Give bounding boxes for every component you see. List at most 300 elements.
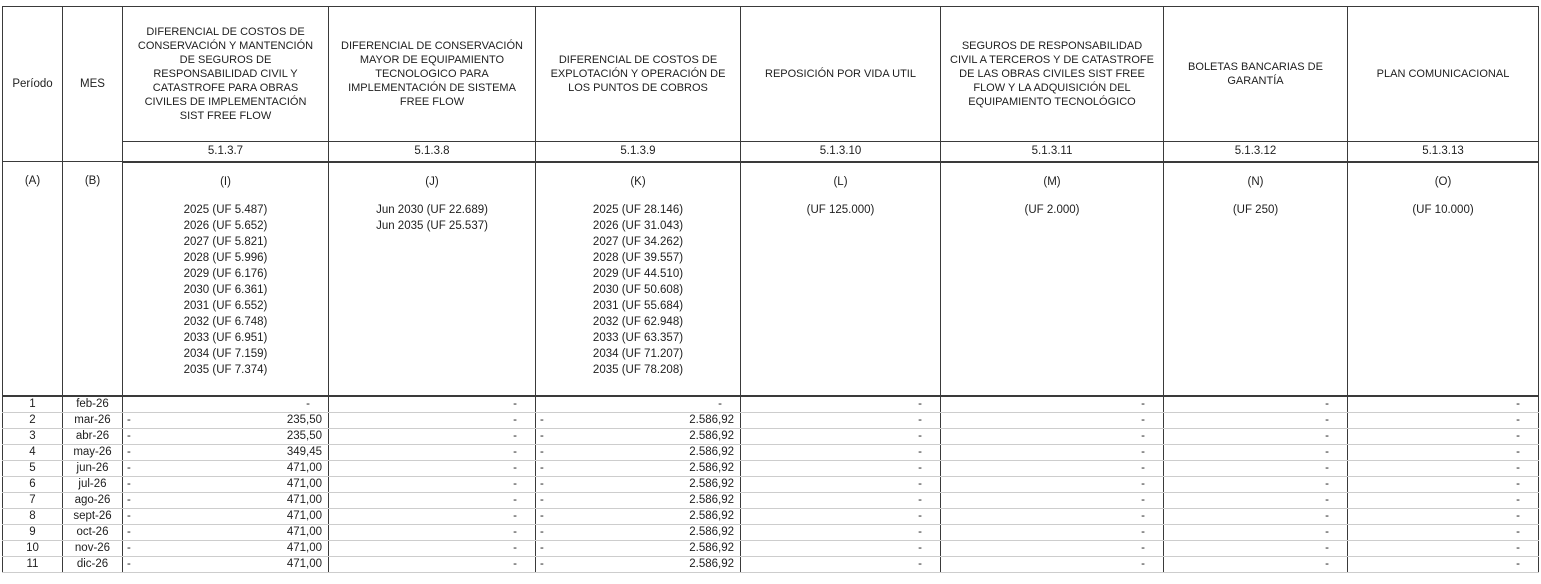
minus-sign: -	[540, 445, 544, 458]
column-letter: (B)	[84, 175, 101, 187]
cell-periodo[interactable]: 1	[3, 396, 63, 413]
cell-value[interactable]	[536, 412, 741, 428]
header-cell-col-n[interactable]: BOLETAS BANCARIAS DE GARANTÍA	[1164, 7, 1348, 142]
zero-dash: -	[918, 541, 922, 554]
cell-periodo[interactable]: 9	[3, 524, 63, 540]
uf-note-line: 2033 (UF 63.357)	[592, 331, 684, 344]
zero-dash: -	[1325, 493, 1329, 506]
cell-value[interactable]	[741, 396, 941, 413]
header-cell-col-i[interactable]: DIFERENCIAL DE COSTOS DE CONSERVACIÓN Y MANTENCIÓN DE SEGUROS DE RESPONSABILIDAD CIVIL Y CATASTROFE PARA OBRAS CIVILES DE IMPLEMENTACIÓN SIST FREE FLOW	[123, 7, 329, 142]
negative-amount	[536, 461, 740, 476]
uf-note-line: 2032 (UF 62.948)	[592, 315, 684, 328]
amount: 2.586,92	[689, 413, 734, 426]
zero-dash: -	[1141, 493, 1145, 506]
cell-value[interactable]	[329, 540, 536, 556]
code-cell[interactable]: 5.1.3.10	[741, 142, 941, 162]
cell-value[interactable]	[1348, 476, 1539, 492]
column-letter: (I)	[220, 175, 231, 188]
cell-value[interactable]	[123, 396, 329, 413]
column-letter: (A)	[24, 175, 41, 187]
letters-row	[3, 162, 1539, 396]
amount: 2.586,92	[689, 525, 734, 538]
zero-dash: -	[1516, 493, 1520, 506]
zero-dash: -	[1516, 413, 1520, 426]
cell-value[interactable]	[1164, 508, 1348, 524]
header-cell-col-l[interactable]: REPOSICIÓN POR VIDA UTIL	[741, 7, 941, 142]
zero-dash: -	[513, 557, 517, 570]
zero-dash: -	[1516, 557, 1520, 570]
negative-amount	[536, 557, 740, 572]
cell-value[interactable]	[329, 428, 536, 444]
cell-value[interactable]	[536, 460, 741, 476]
code-cell[interactable]: 5.1.3.7	[123, 142, 329, 162]
uf-note-line: (UF 125.000)	[806, 203, 875, 216]
minus-sign: -	[127, 525, 131, 538]
cell-value[interactable]	[329, 444, 536, 460]
code-cell[interactable]: 5.1.3.11	[941, 142, 1164, 162]
zero-dash: -	[1325, 445, 1329, 458]
amount: 471,00	[286, 461, 322, 474]
header-cell-col-o[interactable]: PLAN COMUNICACIONAL	[1348, 7, 1539, 142]
zero-dash: -	[1516, 541, 1520, 554]
column-letter: (L)	[833, 175, 848, 188]
amount: 2.586,92	[689, 493, 734, 506]
zero-dash: -	[513, 397, 517, 410]
cell-value[interactable]	[329, 492, 536, 508]
uf-note-line: 2032 (UF 6.748)	[183, 315, 268, 328]
negative-amount	[536, 493, 740, 508]
cell-value[interactable]	[741, 508, 941, 524]
minus-sign: -	[540, 509, 544, 522]
column-letter: (K)	[630, 175, 646, 188]
zero-dash: -	[513, 541, 517, 554]
zero-dash: -	[513, 445, 517, 458]
minus-sign: -	[127, 493, 131, 506]
column-letter: (N)	[1247, 175, 1264, 188]
uf-note-line: Jun 2035 (UF 25.537)	[376, 219, 488, 232]
uf-notes	[741, 202, 940, 218]
minus-sign: -	[540, 541, 544, 554]
letter-cell-m[interactable]	[941, 162, 1164, 396]
zero-dash: -	[918, 461, 922, 474]
minus-sign: -	[540, 477, 544, 490]
cell-periodo[interactable]: 2	[3, 412, 63, 428]
table-row	[3, 508, 1539, 524]
zero-dash: -	[1141, 509, 1145, 522]
cell-value[interactable]	[741, 428, 941, 444]
minus-sign: -	[127, 429, 131, 442]
table-row	[3, 444, 1539, 460]
amount: 471,00	[286, 541, 322, 554]
cell-value[interactable]	[536, 428, 741, 444]
zero-dash: -	[1141, 525, 1145, 538]
cell-mes[interactable]: oct-26	[63, 524, 123, 540]
zero-dash: -	[1516, 509, 1520, 522]
table-row	[3, 556, 1539, 572]
minus-sign: -	[540, 493, 544, 506]
uf-note-line: 2031 (UF 55.684)	[592, 299, 684, 312]
uf-notes	[1348, 202, 1538, 218]
letter-cell-a[interactable]	[3, 162, 63, 396]
zero-dash: -	[1141, 477, 1145, 490]
cell-value[interactable]	[1348, 492, 1539, 508]
negative-amount	[123, 461, 328, 476]
cell-mes[interactable]: abr-26	[63, 428, 123, 444]
cell-value[interactable]	[123, 556, 329, 572]
cell-periodo[interactable]: 10	[3, 540, 63, 556]
cell-value[interactable]	[941, 524, 1164, 540]
cell-value[interactable]	[536, 556, 741, 572]
uf-note-line: 2025 (UF 5.487)	[183, 203, 268, 216]
cell-value[interactable]	[329, 556, 536, 572]
table-row	[3, 476, 1539, 492]
negative-amount	[536, 429, 740, 444]
uf-notes	[329, 202, 535, 234]
cell-value[interactable]	[536, 540, 741, 556]
table-row	[3, 492, 1539, 508]
header-cell-col-k[interactable]: DIFERENCIAL DE COSTOS DE EXPLOTACIÓN Y OPERACIÓN DE LOS PUNTOS DE COBROS	[536, 7, 741, 142]
cell-value[interactable]	[941, 444, 1164, 460]
zero-dash: -	[918, 525, 922, 538]
cell-value[interactable]	[536, 492, 741, 508]
uf-note-line: 2026 (UF 5.652)	[183, 219, 268, 232]
cell-value[interactable]	[741, 476, 941, 492]
cell-value[interactable]	[123, 412, 329, 428]
cell-value[interactable]	[1348, 396, 1539, 413]
column-letter: (M)	[1043, 175, 1061, 188]
uf-note-line: (UF 10.000)	[1412, 203, 1474, 216]
amount: 2.586,92	[689, 541, 734, 554]
zero-dash: -	[918, 413, 922, 426]
negative-amount	[123, 477, 328, 492]
zero-dash: -	[1325, 397, 1329, 410]
amount: 235,50	[286, 413, 322, 426]
amount: 2.586,92	[689, 429, 734, 442]
cell-value[interactable]	[1164, 396, 1348, 413]
negative-amount	[536, 525, 740, 540]
cell-value[interactable]	[941, 396, 1164, 413]
cell-value[interactable]	[941, 556, 1164, 572]
cell-mes[interactable]: may-26	[63, 444, 123, 460]
cell-periodo[interactable]: 3	[3, 428, 63, 444]
negative-amount	[536, 509, 740, 524]
zero-dash: -	[1516, 525, 1520, 538]
header-cell-col-m[interactable]: SEGUROS DE RESPONSABILIDAD CIVIL A TERCEROS Y DE CATASTROFE DE LAS OBRAS CIVILES SIST FREE FLOW Y LA ADQUISICIÓN DEL EQUIPAMIENTO TECNOLÓGICO	[941, 7, 1164, 142]
uf-note-line: 2033 (UF 6.951)	[183, 331, 268, 344]
zero-dash: -	[1141, 397, 1145, 410]
cell-value[interactable]	[123, 460, 329, 476]
amount: 2.586,92	[689, 509, 734, 522]
cell-value[interactable]	[1348, 412, 1539, 428]
minus-sign: -	[127, 509, 131, 522]
amount: 2.586,92	[689, 477, 734, 490]
minus-sign: -	[540, 525, 544, 538]
minus-sign: -	[540, 557, 544, 570]
cell-value[interactable]	[536, 444, 741, 460]
cell-periodo[interactable]: 5	[3, 460, 63, 476]
letter-cell-i[interactable]	[123, 162, 329, 396]
cell-value[interactable]	[1164, 492, 1348, 508]
cell-value[interactable]	[1164, 556, 1348, 572]
zero-dash: -	[1325, 541, 1329, 554]
letter-cell-n[interactable]	[1164, 162, 1348, 396]
cell-periodo[interactable]: 8	[3, 508, 63, 524]
cell-mes[interactable]: dic-26	[63, 556, 123, 572]
zero-dash: -	[918, 477, 922, 490]
uf-note-line: 2029 (UF 6.176)	[183, 267, 268, 280]
uf-note-line: (UF 250)	[1232, 203, 1279, 216]
amount: 471,00	[286, 525, 322, 538]
column-letter: (O)	[1434, 175, 1452, 188]
cell-mes[interactable]: nov-26	[63, 540, 123, 556]
cell-value[interactable]	[741, 556, 941, 572]
minus-sign: -	[127, 477, 131, 490]
cell-value[interactable]	[123, 444, 329, 460]
cell-value[interactable]	[1164, 460, 1348, 476]
table-row	[3, 396, 1539, 413]
zero-dash: -	[1516, 477, 1520, 490]
zero-dash: -	[1325, 429, 1329, 442]
cell-value[interactable]	[1348, 556, 1539, 572]
cell-value[interactable]	[1164, 412, 1348, 428]
uf-note-line: 2025 (UF 28.146)	[592, 203, 684, 216]
cell-periodo[interactable]: 6	[3, 476, 63, 492]
uf-note-line: (UF 2.000)	[1024, 203, 1080, 216]
amount: 2.586,92	[689, 557, 734, 570]
cell-value[interactable]	[1348, 428, 1539, 444]
zero-dash: -	[918, 429, 922, 442]
cell-value[interactable]	[941, 476, 1164, 492]
uf-note-line: 2027 (UF 34.262)	[592, 235, 684, 248]
cell-value[interactable]	[329, 508, 536, 524]
uf-notes	[536, 202, 740, 378]
zero-dash: -	[513, 477, 517, 490]
uf-note-line: 2028 (UF 39.557)	[592, 251, 684, 264]
negative-amount	[123, 493, 328, 508]
cell-value[interactable]	[536, 396, 741, 413]
zero-dash: -	[918, 509, 922, 522]
header-row	[3, 7, 1539, 142]
negative-amount	[123, 413, 328, 428]
uf-note-line: 2035 (UF 7.374)	[183, 363, 268, 376]
cell-value[interactable]	[741, 524, 941, 540]
zero-dash: -	[513, 525, 517, 538]
cell-value[interactable]	[123, 508, 329, 524]
zero-dash: -	[306, 397, 310, 410]
code-cell[interactable]: 5.1.3.13	[1348, 142, 1539, 162]
zero-dash: -	[918, 493, 922, 506]
negative-amount	[536, 445, 740, 460]
cell-value[interactable]	[1164, 540, 1348, 556]
cell-value[interactable]	[941, 508, 1164, 524]
cell-periodo[interactable]: 11	[3, 556, 63, 572]
spreadsheet	[2, 6, 1539, 573]
cell-value[interactable]	[123, 428, 329, 444]
amount: 235,50	[286, 429, 322, 442]
cell-value[interactable]	[1348, 460, 1539, 476]
cell-mes[interactable]: jul-26	[63, 476, 123, 492]
negative-amount	[123, 525, 328, 540]
zero-dash: -	[1516, 461, 1520, 474]
minus-sign: -	[540, 429, 544, 442]
zero-dash: -	[1516, 397, 1520, 410]
negative-amount	[536, 413, 740, 428]
table-row	[3, 460, 1539, 476]
minus-sign: -	[127, 557, 131, 570]
cell-value[interactable]	[741, 492, 941, 508]
cell-value[interactable]	[123, 492, 329, 508]
zero-dash: -	[918, 397, 922, 410]
negative-amount	[536, 541, 740, 556]
cell-mes[interactable]: sept-26	[63, 508, 123, 524]
zero-dash: -	[1141, 541, 1145, 554]
minus-sign: -	[127, 541, 131, 554]
cell-periodo[interactable]: 4	[3, 444, 63, 460]
letter-cell-j[interactable]	[329, 162, 536, 396]
letter-cell-l[interactable]	[741, 162, 941, 396]
uf-note-line: 2026 (UF 31.043)	[592, 219, 684, 232]
zero-dash: -	[513, 509, 517, 522]
cell-value[interactable]	[329, 412, 536, 428]
cell-value[interactable]	[123, 540, 329, 556]
column-letter: (J)	[425, 175, 439, 188]
zero-dash: -	[1325, 477, 1329, 490]
zero-dash: -	[1141, 413, 1145, 426]
uf-note-line: 2027 (UF 5.821)	[183, 235, 268, 248]
amount: 2.586,92	[689, 461, 734, 474]
zero-dash: -	[513, 461, 517, 474]
zero-dash: -	[1325, 413, 1329, 426]
cell-value[interactable]	[123, 476, 329, 492]
negative-amount	[123, 557, 328, 572]
cell-value[interactable]	[329, 476, 536, 492]
amount: 471,00	[286, 509, 322, 522]
letter-cell-o[interactable]	[1348, 162, 1539, 396]
negative-amount	[123, 509, 328, 524]
amount: 2.586,92	[689, 445, 734, 458]
zero-dash: -	[513, 493, 517, 506]
table-row	[3, 412, 1539, 428]
cost-differential-table	[2, 6, 1539, 573]
header-cell-periodo[interactable]: Período	[3, 7, 63, 162]
cell-periodo[interactable]: 7	[3, 492, 63, 508]
cell-value[interactable]	[1348, 444, 1539, 460]
negative-amount	[536, 477, 740, 492]
table-row	[3, 428, 1539, 444]
letter-cell-k[interactable]	[536, 162, 741, 396]
code-row	[3, 142, 1539, 162]
uf-note-line: 2029 (UF 44.510)	[592, 267, 684, 280]
zero-dash: -	[1325, 509, 1329, 522]
cell-value[interactable]	[741, 412, 941, 428]
cell-value[interactable]	[329, 396, 536, 413]
code-cell[interactable]: 5.1.3.9	[536, 142, 741, 162]
cell-value[interactable]	[1164, 444, 1348, 460]
amount: 471,00	[286, 557, 322, 570]
zero-dash: -	[513, 413, 517, 426]
cell-value[interactable]	[741, 460, 941, 476]
minus-sign: -	[540, 461, 544, 474]
zero-dash: -	[1141, 557, 1145, 570]
cell-value[interactable]	[1164, 428, 1348, 444]
negative-amount	[123, 429, 328, 444]
cell-value[interactable]	[536, 476, 741, 492]
zero-dash: -	[513, 429, 517, 442]
cell-value[interactable]	[941, 460, 1164, 476]
cell-value[interactable]	[1348, 508, 1539, 524]
cell-value[interactable]	[941, 540, 1164, 556]
uf-note-line: 2034 (UF 71.207)	[592, 347, 684, 360]
header-cell-col-j[interactable]: DIFERENCIAL DE CONSERVACIÓN MAYOR DE EQUIPAMIENTO TECNOLOGICO PARA IMPLEMENTACIÓN DE SISTEMA FREE FLOW	[329, 7, 536, 142]
uf-notes	[123, 202, 328, 378]
amount: 471,00	[286, 493, 322, 506]
zero-dash: -	[1141, 461, 1145, 474]
zero-dash: -	[1516, 445, 1520, 458]
cell-mes[interactable]: jun-26	[63, 460, 123, 476]
data-rows	[3, 396, 1539, 573]
cell-value[interactable]	[941, 492, 1164, 508]
uf-notes	[1164, 202, 1347, 218]
cell-mes[interactable]: mar-26	[63, 412, 123, 428]
cell-mes[interactable]: feb-26	[63, 396, 123, 413]
letter-cell-b[interactable]	[63, 162, 123, 396]
zero-dash: -	[918, 445, 922, 458]
cell-value[interactable]	[1164, 524, 1348, 540]
cell-value[interactable]	[741, 444, 941, 460]
uf-note-line: Jun 2030 (UF 22.689)	[376, 203, 488, 216]
cell-value[interactable]	[1348, 540, 1539, 556]
amount: 349,45	[286, 445, 322, 458]
table-row	[3, 524, 1539, 540]
cell-value[interactable]	[1348, 524, 1539, 540]
cell-value[interactable]	[536, 508, 741, 524]
amount: 471,00	[286, 477, 322, 490]
minus-sign: -	[127, 413, 131, 426]
zero-dash: -	[1141, 445, 1145, 458]
minus-sign: -	[540, 413, 544, 426]
cell-value[interactable]	[536, 524, 741, 540]
uf-note-line: 2028 (UF 5.996)	[183, 251, 268, 264]
negative-amount	[123, 445, 328, 460]
zero-dash: -	[718, 397, 722, 410]
cell-value[interactable]	[941, 428, 1164, 444]
zero-dash: -	[1516, 429, 1520, 442]
zero-dash: -	[1325, 461, 1329, 474]
zero-dash: -	[1141, 429, 1145, 442]
cell-value[interactable]	[123, 524, 329, 540]
zero-dash: -	[918, 557, 922, 570]
code-cell[interactable]: 5.1.3.12	[1164, 142, 1348, 162]
cell-value[interactable]	[329, 524, 536, 540]
uf-note-line: 2031 (UF 6.552)	[183, 299, 268, 312]
uf-note-line: 2034 (UF 7.159)	[183, 347, 268, 360]
cell-value[interactable]	[741, 540, 941, 556]
uf-notes	[941, 202, 1163, 218]
uf-note-line: 2035 (UF 78.208)	[592, 363, 684, 376]
negative-amount	[123, 541, 328, 556]
cell-value[interactable]	[1164, 476, 1348, 492]
uf-note-line: 2030 (UF 6.361)	[183, 283, 268, 296]
header-cell-mes[interactable]: MES	[63, 7, 123, 162]
code-cell[interactable]: 5.1.3.8	[329, 142, 536, 162]
cell-mes[interactable]: ago-26	[63, 492, 123, 508]
zero-dash: -	[1325, 557, 1329, 570]
cell-value[interactable]	[941, 412, 1164, 428]
uf-note-line: 2030 (UF 50.608)	[592, 283, 684, 296]
table-row	[3, 540, 1539, 556]
zero-dash: -	[1325, 525, 1329, 538]
cell-value[interactable]	[329, 460, 536, 476]
